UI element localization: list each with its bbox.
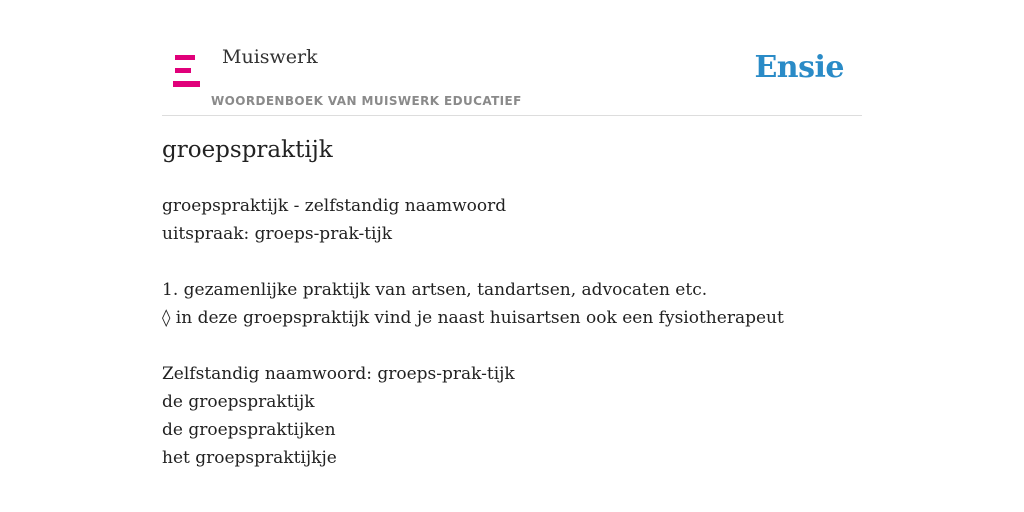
definition-body xyxy=(162,192,862,472)
meaning: 1. gezamenlijke praktijk van artsen, tandartsen, advocaten etc. xyxy=(162,280,708,300)
spacer xyxy=(162,248,862,276)
inflection-heading: Zelfstandig naamwoord: groeps-prak-tijk xyxy=(162,364,515,384)
brand-subtitle: WOORDENBOEK VAN MUISWERK EDUCATIEF xyxy=(211,94,522,108)
headword-line: groepspraktijk - zelfstandig naamwoord xyxy=(162,196,507,216)
form-diminutive: het groepspraktijkje xyxy=(162,448,337,468)
example-sentence: ◊ in deze groepspraktijk vind je naast huisartsen ook een fysiotherapeut xyxy=(162,308,784,328)
form-singular: de groepspraktijk xyxy=(162,392,315,412)
brand-name[interactable]: Muiswerk xyxy=(222,46,318,68)
spacer xyxy=(162,332,862,360)
ensie-logo[interactable]: Ensie xyxy=(754,50,844,85)
page-title: groepspraktijk xyxy=(162,137,333,163)
form-plural: de groepspraktijken xyxy=(162,420,336,440)
muiswerk-logo-icon[interactable] xyxy=(173,55,200,88)
site-header xyxy=(162,0,862,116)
pronunciation: uitspraak: groeps-prak-tijk xyxy=(162,224,393,244)
